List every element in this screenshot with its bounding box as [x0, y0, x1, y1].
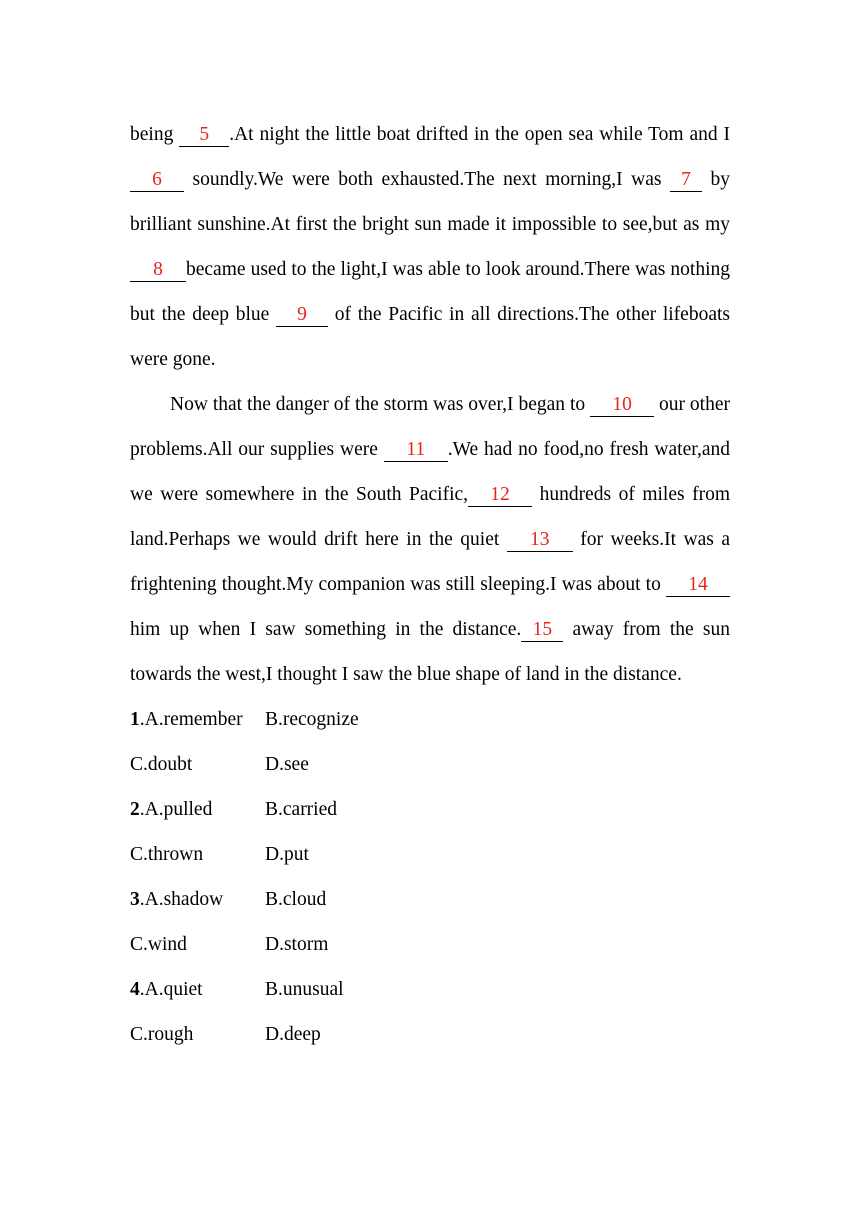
question-number: 4: [130, 979, 140, 1000]
blank-12: 12: [468, 484, 532, 507]
passage-text: our other problems.All our supplies were: [130, 394, 731, 460]
option-c: C.thrown: [130, 844, 204, 865]
question-number: 2: [130, 799, 140, 820]
question-1-row-ab: [130, 697, 730, 742]
question-3-row-cd: [130, 922, 730, 967]
passage-text: .At night the little boat drifted in the open sea while Tom and I: [229, 124, 730, 145]
blank-11: 11: [384, 439, 448, 462]
question-number: 3: [130, 889, 140, 910]
option-a: 3.A.shadow: [130, 889, 224, 910]
passage-text: away from the sun towards the west,I thought I saw the blue shape of land in the distance.: [130, 619, 730, 685]
passage-text: of the Pacific in all directions.The other lifeboats were gone.: [130, 304, 730, 370]
paragraph-2: [130, 382, 730, 697]
passage-text: soundly.We were both exhausted.The next morning,I was: [184, 169, 670, 190]
blank-14: 14: [666, 574, 730, 597]
question-2-row-ab: [130, 787, 730, 832]
passage-text: being: [130, 124, 180, 145]
answer-options: [130, 697, 730, 1057]
passage-text: for weeks.It was a frightening thought.My companion was still sleeping.I was about to: [130, 529, 730, 595]
passage-text: him up when I saw something in the distance.: [130, 619, 522, 640]
question-4-row-cd: [130, 1012, 730, 1057]
question-1-row-cd: [130, 742, 730, 787]
passage-text: .We had no food,no fresh water,and we were somewhere in the South Pacific,: [130, 439, 730, 505]
option-a: 4.A.quiet: [130, 979, 203, 1000]
option-a: 2.A.pulled: [130, 799, 213, 820]
blank-6: 6: [130, 169, 184, 192]
option-c: C.doubt: [130, 754, 193, 775]
question-2-row-cd: [130, 832, 730, 877]
question-number: 1: [130, 709, 140, 730]
passage-text: by brilliant sunshine.At first the bright sun made it impossible to see,but as my: [130, 169, 730, 235]
option-c: C.wind: [130, 934, 187, 955]
passage-text: hundreds of miles from land.Perhaps we would drift here in the quiet: [130, 484, 730, 550]
question-4-row-ab: [130, 967, 730, 1012]
blank-5: 5: [179, 124, 229, 147]
option-d: D.see: [265, 754, 309, 775]
passage-text: Now that the danger of the storm was over,I began to: [170, 394, 591, 415]
option-b: B.unusual: [265, 979, 344, 1000]
blank-9: 9: [276, 304, 328, 327]
option-d: D.deep: [265, 1024, 321, 1045]
question-3-row-ab: [130, 877, 730, 922]
blank-13: 13: [507, 529, 573, 552]
blank-7: 7: [670, 169, 702, 192]
option-d: D.storm: [265, 934, 329, 955]
blank-8: 8: [130, 259, 186, 282]
blank-10: 10: [590, 394, 654, 417]
option-d: D.put: [265, 844, 309, 865]
option-a: 1.A.remember: [130, 709, 243, 730]
option-b: B.carried: [265, 799, 338, 820]
passage-text: became used to the light,I was able to look around.There was nothing but the deep blue: [130, 259, 730, 325]
paragraph-1: [130, 112, 730, 382]
blank-15: 15: [521, 619, 563, 642]
option-b: B.cloud: [265, 889, 327, 910]
option-b: B.recognize: [265, 709, 359, 730]
passage: [130, 112, 730, 697]
option-c: C.rough: [130, 1024, 194, 1045]
